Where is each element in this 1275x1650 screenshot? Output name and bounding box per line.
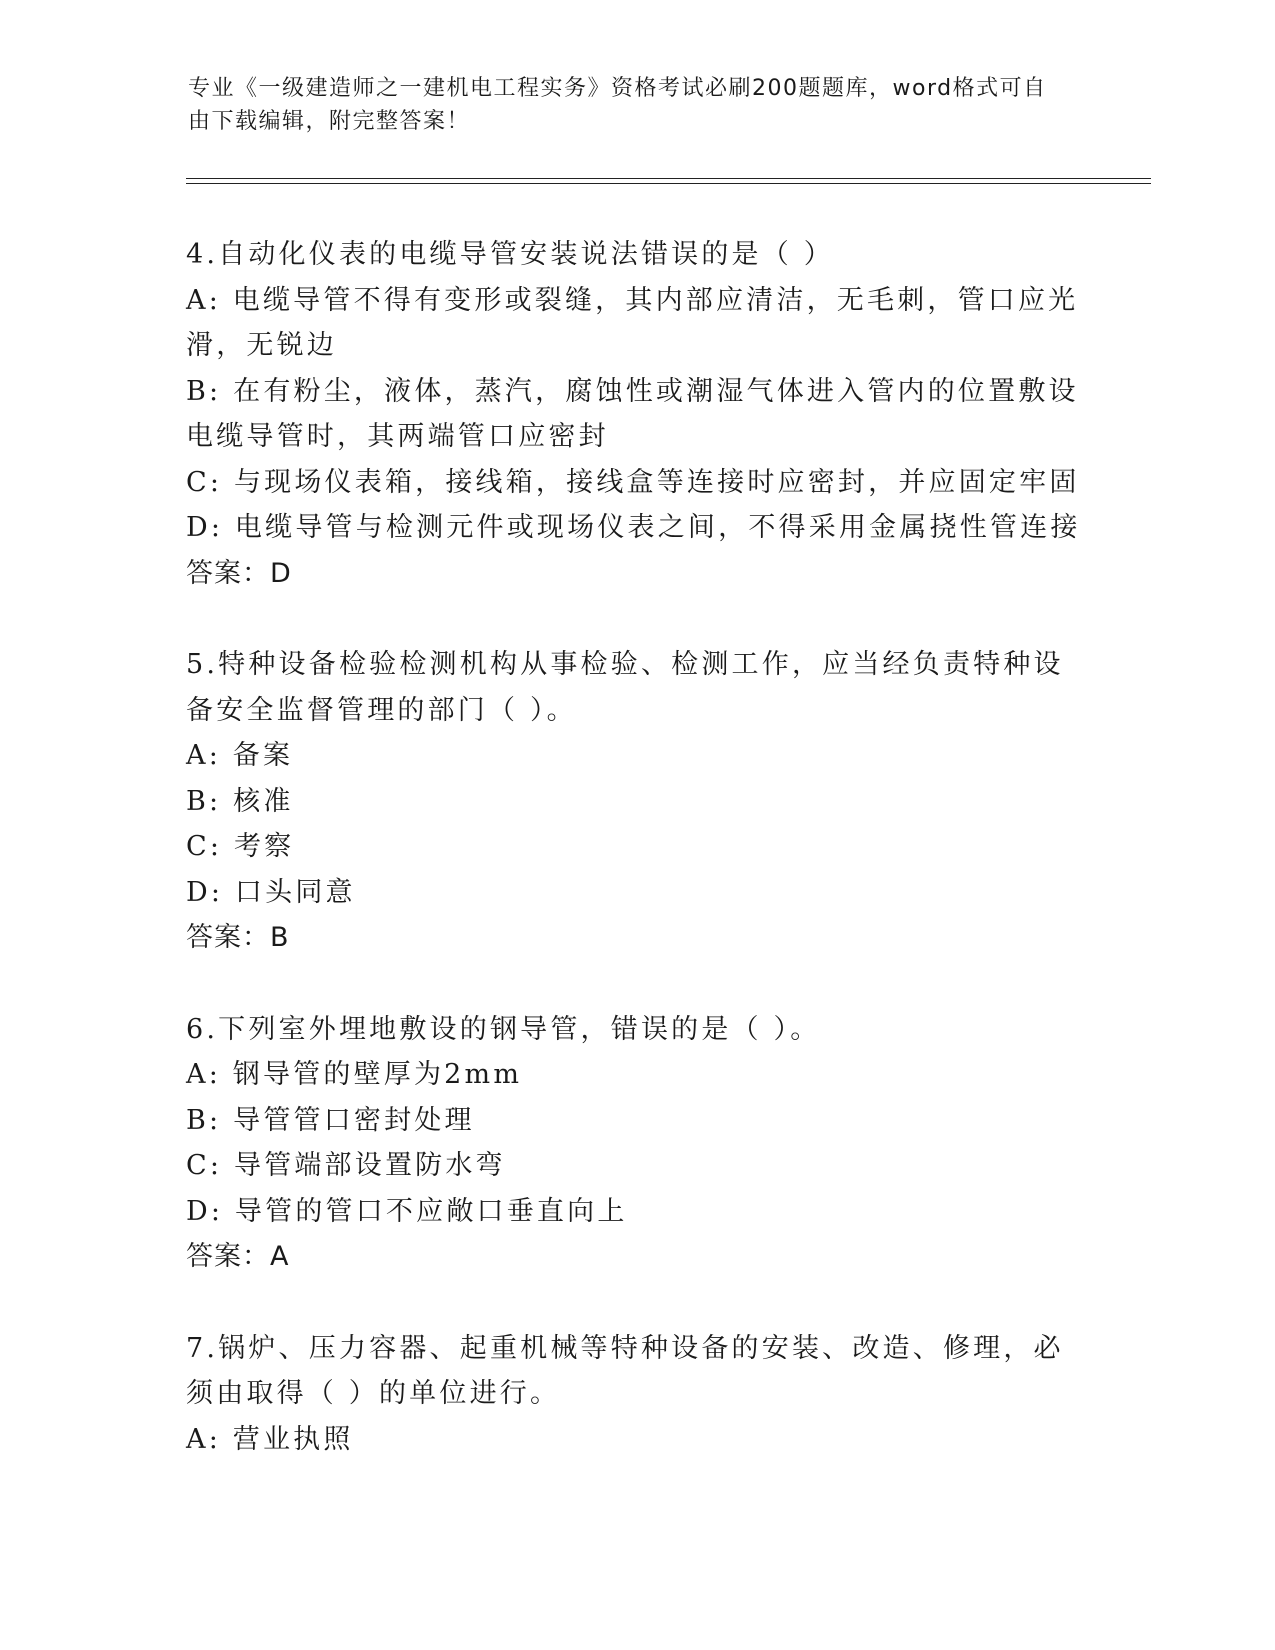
option-b: B: 导管管口密封处理 [186,1104,475,1136]
header-divider-top [186,178,1151,179]
option-d: D: 口头同意 [186,876,356,908]
question-list [186,232,1086,1508]
option-c: C: 考察 [186,831,295,862]
option-a: A: 营业执照 [186,1423,354,1455]
question-stem: 4.自动化仪表的电缆导管安装说法错误的是（ ） [186,239,834,270]
answer: 答案：A [186,1241,290,1272]
answer: 答案：D [186,557,292,589]
option-b: B: 核准 [186,785,294,817]
header-divider-bottom [186,183,1151,184]
question-stem: 7.锅炉、压力容器、起重机械等特种设备的安装、改造、修理，必须由取得（ ）的单位进行。 [186,1332,1064,1409]
option-d: D: 导管的管口不应敞口垂直向上 [186,1195,628,1227]
option-a: A: 备案 [186,740,294,771]
question-4 [186,232,1086,596]
document-header: 专业《一级建造师之一建机电工程实务》资格考试必刷200题题库，word格式可自由下载编辑，附完整答案！ [188,76,1047,134]
question-5 [186,642,1086,961]
option-b: B: 在有粉尘，液体，蒸汽，腐蚀性或潮湿气体进入管内的位置敷设电缆导管时，其两端管口应密封 [186,375,1079,452]
option-d: D: 电缆导管与检测元件或现场仪表之间，不得采用金属挠性管连接 [186,512,1081,543]
option-a: A: 电缆导管不得有变形或裂缝，其内部应清洁，无毛刺，管口应光滑，无锐边 [186,284,1079,361]
question-stem: 6.下列室外埋地敷设的钢导管，错误的是（ ）。 [186,1013,821,1045]
question-7 [186,1326,1086,1463]
answer: 答案：B [186,922,290,953]
question-stem: 5.特种设备检验检测机构从事检验、检测工作，应当经负责特种设备安全监督管理的部门（ ）。 [186,649,1064,726]
question-6 [186,1007,1086,1280]
option-c: C: 导管端部设置防水弯 [186,1150,506,1181]
option-a: A: 钢导管的壁厚为2mm [186,1059,523,1090]
option-c: C: 与现场仪表箱，接线箱，接线盒等连接时应密封，并应固定牢固 [186,466,1080,498]
